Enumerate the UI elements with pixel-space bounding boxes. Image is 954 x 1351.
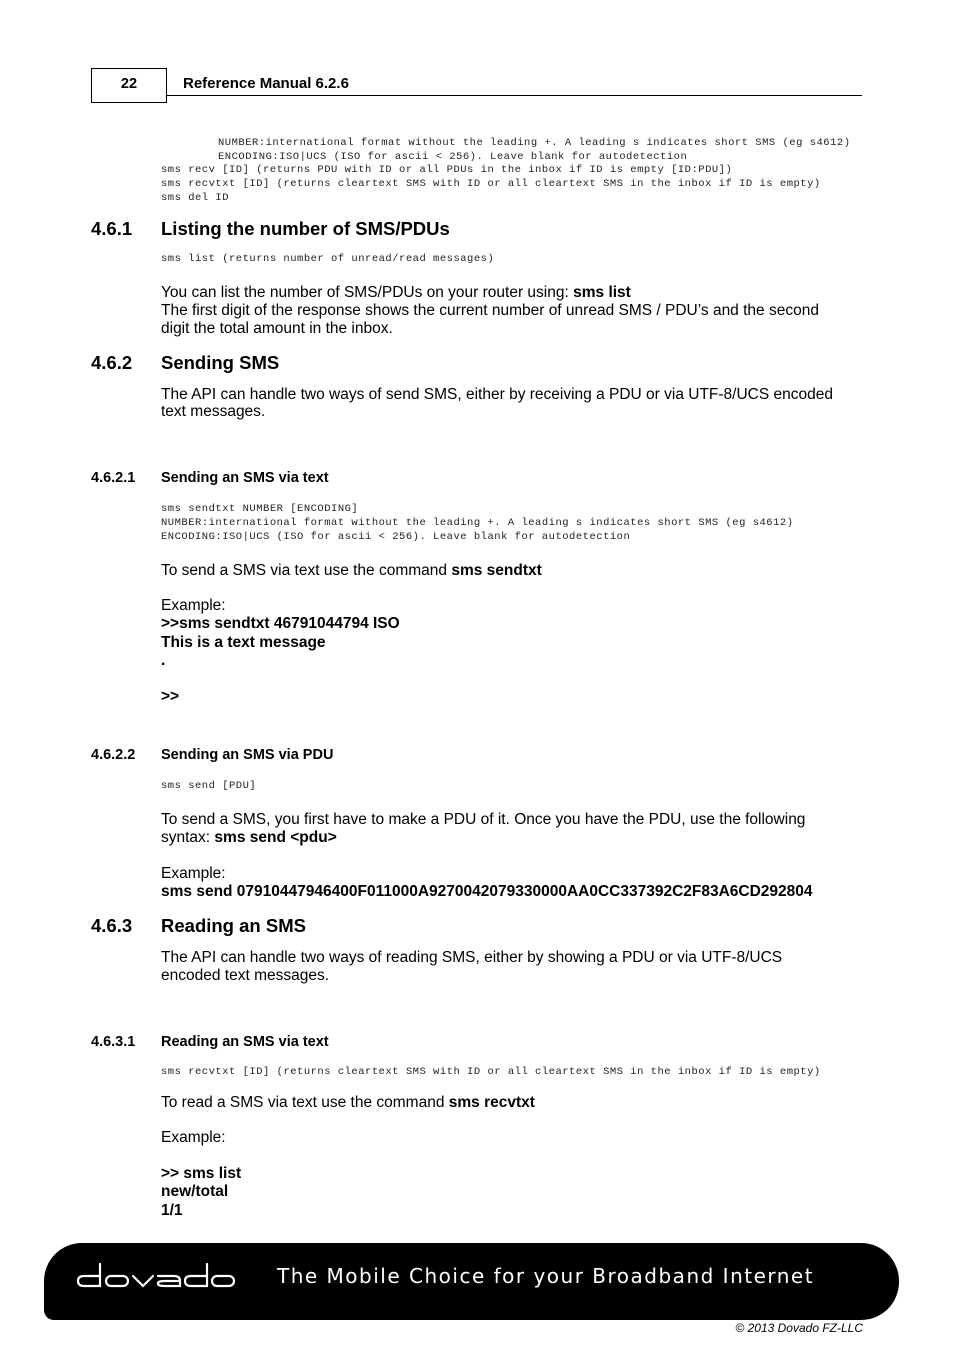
- subsection-number: 4.6.2.2: [91, 747, 136, 763]
- example-line: >>: [161, 688, 180, 705]
- footer-banner: [44, 1243, 899, 1320]
- copyright: © 2013 Dovado FZ-LLC: [735, 1321, 863, 1335]
- example-line: >> sms list: [161, 1165, 242, 1182]
- example-line: >>sms sendtxt 46791044794 ISO: [161, 615, 400, 632]
- code-line: sms sendtxt NUMBER [ENCODING]: [161, 503, 359, 515]
- example-line: sms send 07910447946400F011000A9270042079330000AA0CC337392C2F83A6CD292804: [161, 883, 813, 900]
- section-heading: Sending SMS: [161, 352, 280, 373]
- paragraph-line: The API can handle two ways of reading SMS, either by showing a PDU or via UTF-8/UCS: [161, 949, 783, 966]
- code-line: sms send [PDU]: [161, 780, 257, 792]
- section-number: 4.6.3: [91, 915, 133, 936]
- code-line: sms recv [ID] (returns PDU with ID or all PDUs in the inbox if ID is empty [ID:PDU]): [161, 164, 733, 176]
- section-heading: Listing the number of SMS/PDUs: [161, 218, 450, 239]
- paragraph-line: digit the total amount in the inbox.: [161, 320, 393, 337]
- command-text: sms list: [573, 284, 631, 301]
- subsection-number: 4.6.3.1: [91, 1034, 136, 1050]
- section-heading: Reading an SMS: [161, 915, 306, 936]
- paragraph-line: encoded text messages.: [161, 967, 330, 984]
- code-line: sms list (returns number of unread/read messages): [161, 253, 495, 265]
- subsection-number: 4.6.2.1: [91, 470, 136, 486]
- paragraph: [161, 284, 631, 302]
- paragraph: [161, 829, 337, 847]
- code-line: ENCODING:ISO|UCS (ISO for ascii < 256). Leave blank for autodetection: [161, 531, 631, 543]
- subsection-heading: Sending an SMS via text: [161, 470, 329, 486]
- subsection-heading: Sending an SMS via PDU: [161, 747, 334, 763]
- command-text: sms send <pdu>: [214, 829, 337, 846]
- example-line: .: [161, 652, 166, 669]
- paragraph-line: To send a SMS, you first have to make a PDU of it. Once you have the PDU, use the following: [161, 811, 806, 828]
- code-line: sms recvtxt [ID] (returns cleartext SMS with ID or all cleartext SMS in the inbox if ID is empty): [161, 1066, 821, 1078]
- example-label: Example:: [161, 1129, 226, 1146]
- command-text: sms sendtxt: [451, 562, 542, 579]
- example-label: Example:: [161, 865, 226, 882]
- command-text: sms recvtxt: [448, 1094, 535, 1111]
- banner-tagline: The Mobile Choice for your Broadband Internet: [277, 1264, 815, 1288]
- subsection-heading: Reading an SMS via text: [161, 1034, 329, 1050]
- page-number: 22: [91, 68, 167, 103]
- header-rule: [167, 95, 862, 96]
- section-number: 4.6.2: [91, 352, 133, 373]
- code-line: NUMBER:international format without the leading +. A leading s indicates short SMS (eg s4612): [218, 137, 851, 149]
- paragraph: [161, 562, 542, 580]
- paragraph-line: The API can handle two ways of send SMS, either by receiving a PDU or via UTF-8/UCS encoded: [161, 386, 833, 403]
- code-line: sms recvtxt [ID] (returns cleartext SMS with ID or all cleartext SMS in the inbox if ID is empty): [161, 178, 821, 190]
- example-line: This is a text message: [161, 634, 326, 651]
- code-line: ENCODING:ISO|UCS (ISO for ascii < 256). Leave blank for autodetection: [218, 151, 688, 163]
- paragraph-text: syntax:: [161, 829, 215, 846]
- code-line: sms del ID: [161, 192, 230, 204]
- paragraph-text: You can list the number of SMS/PDUs on your router using:: [161, 284, 574, 301]
- example-line: 1/1: [161, 1202, 183, 1219]
- example-label: Example:: [161, 597, 226, 614]
- code-line: NUMBER:international format without the leading +. A leading s indicates short SMS (eg s4612): [161, 517, 794, 529]
- paragraph-line: The first digit of the response shows the current number of unread SMS / PDU’s and the second: [161, 302, 819, 319]
- section-number: 4.6.1: [91, 218, 133, 239]
- paragraph-line: text messages.: [161, 403, 266, 420]
- header-title: Reference Manual 6.2.6: [183, 75, 349, 92]
- paragraph-text: To send a SMS via text use the command: [161, 562, 452, 579]
- example-line: new/total: [161, 1183, 229, 1200]
- paragraph: [161, 1094, 535, 1112]
- dovado-logo: [76, 1260, 236, 1292]
- paragraph-text: To read a SMS via text use the command: [161, 1094, 449, 1111]
